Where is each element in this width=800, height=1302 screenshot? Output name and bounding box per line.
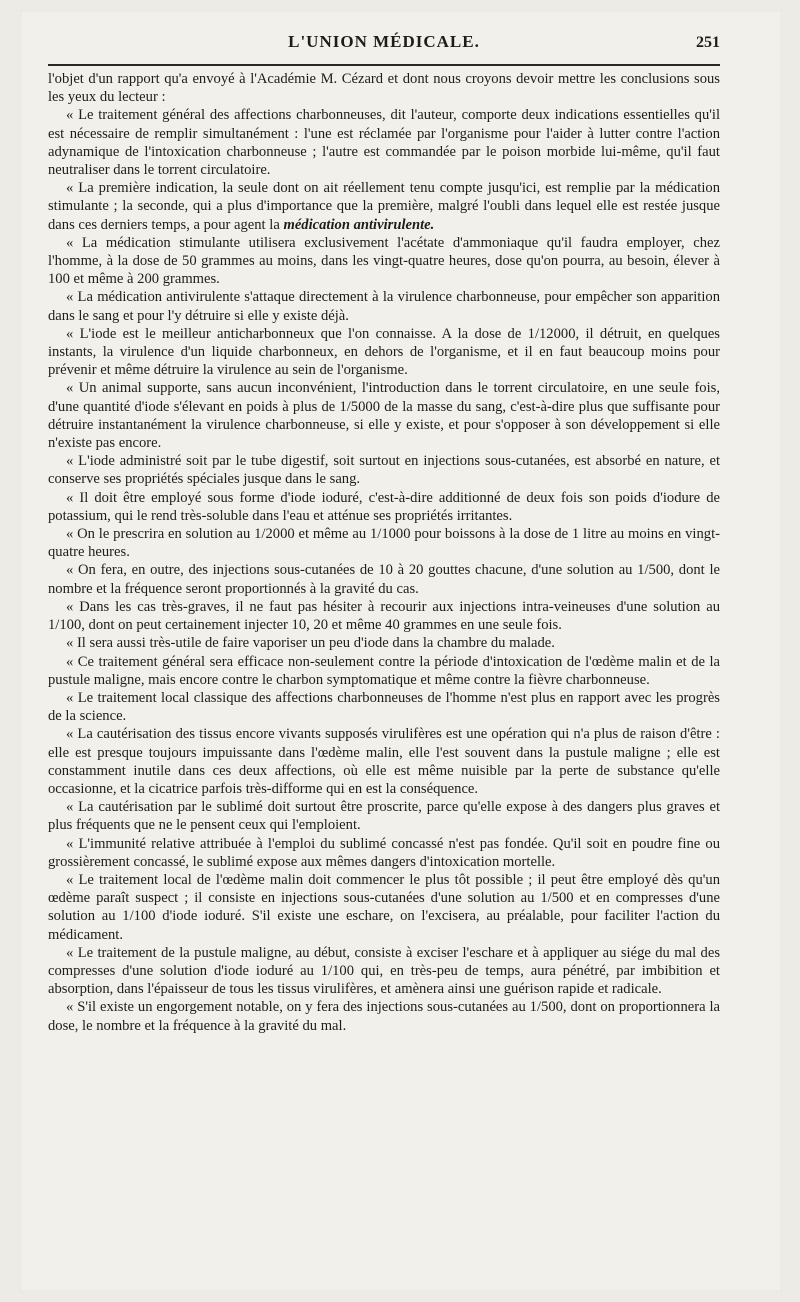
running-header: [48, 32, 720, 58]
paragraph: « L'iode administré soit par le tube digestif, soit surtout en injections sous-cutanées, est absorbé en nature, et conserve ses propriétés spéciales jusque dans le sang.: [48, 453, 720, 488]
paragraph: « Il sera aussi très-utile de faire vaporiser un peu d'iode dans la chambre du malade.: [66, 635, 555, 652]
paragraph: « Le traitement local de l'œdème malin doit commencer le plus tôt possible ; il peut être employé dès qu'un œdème paraît suspect ; il consiste en injections sous-cutanées d'une solution au 1/500 et en compresses d'une solution au 1/100 d'iode ioduré. S'il existe une eschare, on l'excisera, au préalable, pour faciliter l'action du médicament.: [48, 871, 720, 943]
paragraph: « Le traitement local classique des affections charbonneuses de l'homme n'est plus en rapport avec les progrès de la science.: [48, 689, 720, 725]
emphasized-term: médication antivirulente.: [283, 216, 435, 233]
paragraph: « S'il existe un engorgement notable, on y fera des injections sous-cutanées au 1/500, dont on proportionnera la dose, le nombre et la fréquence à la gravité du mal.: [48, 999, 720, 1034]
paragraph: [48, 179, 720, 234]
paragraph: « Dans les cas très-graves, il ne faut pas hésiter à recourir aux injections intra-veineuses d'une solution au 1/100, dont on peut certainement injecter 10, 20 et même 40 grammes en une seule fois.: [48, 598, 720, 634]
paragraph: « L'immunité relative attribuée à l'emploi du sublimé concassé n'est pas fondée. Qu'il soit en poudre fine ou grossièrement concassé, le sublimé expose aux mêmes dangers d'intoxication mortelle.: [48, 835, 720, 870]
paragraph: « La cautérisation par le sublimé doit surtout être proscrite, parce qu'elle expose à des dangers plus graves et plus fréquents que ne le pensent ceux qui l'emploient.: [48, 799, 720, 834]
running-title: L'UNION MÉDICALE.: [288, 32, 480, 51]
paragraph: « On le prescrira en solution au 1/2000 et même au 1/1000 pour boissons à la dose de 1 litre au moins en vingt-quatre heures.: [48, 526, 720, 561]
paragraph: « Ce traitement général sera efficace non-seulement contre la période d'intoxication de l'œdème malin et de la pustule maligne, mais encore contre le charbon symptomatique et même contre la fièvre charbonneuse.: [48, 653, 720, 688]
paragraph: « Un animal supporte, sans aucun inconvénient, l'introduction dans le torrent circulatoire, en une seule fois, d'une quantité d'iode s'élevant en poids à plus de 1/5000 de la masse du sang, c'est-à-dire plus que suffisante pour détruire instantanément la virulence charbonneuse, si elle y existe, et pour s'opposer à son développement si elle n'existe pas encore.: [48, 380, 720, 452]
paragraph: « La médication antivirulente s'attaque directement à la virulence charbonneuse, pour empêcher son apparition dans le sang et pour l'y détruire si elle y existe déjà.: [48, 289, 720, 324]
article-body: [48, 70, 720, 1035]
header-rule: [48, 64, 720, 66]
paragraph: « Le traitement général des affections charbonneuses, dit l'auteur, comporte deux indications essentielles qu'il est nécessaire de remplir simultanément : l'une est réclamée par l'organisme pour l'aider à lutter contre l'action adynamique de l'intoxication charbonneuse ; l'autre est commandée par le poison morbide lui-même, qu'il faut neutraliser dans le torrent circulatoire.: [48, 107, 720, 179]
paragraph: l'objet d'un rapport qu'a envoyé à l'Académie M. Cézard et dont nous croyons devoir mettre les conclusions sous les yeux du lecteur :: [48, 71, 720, 106]
paragraph: « La cautérisation des tissus encore vivants supposés virulifères est une opération qui n'a plus de raison d'être : elle est presque toujours impuissante dans l'œdème malin, elle l'est souvent dans la pustule maligne ; elle est constamment inutile dans ces deux affections, où elle est même nuisible par la perte de substance qu'elle occasionne, et la cicatrice parfois très-difforme qui en est la conséquence.: [48, 726, 720, 797]
paragraph: « L'iode est le meilleur anticharbonneux que l'on connaisse. A la dose de 1/12000, il détruit, en quelques instants, la virulence d'un liquide charbonneux, en dehors de l'organisme, et il en faut beaucoup moins pour prévenir et même détruire la virulence au sein de l'organisme.: [48, 325, 720, 379]
page-number: 251: [696, 34, 720, 51]
paragraph: « Il doit être employé sous forme d'iode ioduré, c'est-à-dire additionné de deux fois son poids d'iodure de potassium, qui le rend très-soluble dans l'eau et atténue ses propriétés irritantes.: [48, 489, 720, 524]
paragraph: « Le traitement de la pustule maligne, au début, consiste à exciser l'eschare et à appliquer au siége du mal des compresses d'une solution d'iode ioduré au 1/100 qui, en très-peu de temps, aura pénétré, par imbibition et absorption, dans l'épaisseur de tous les tissus virulifères, et amènera ainsi une guérison rapide et radicale.: [48, 944, 720, 998]
paragraph: « On fera, en outre, des injections sous-cutanées de 10 à 20 gouttes chacune, d'une solution au 1/500, dont le nombre et la fréquence seront proportionnés à la gravité du cas.: [48, 562, 720, 597]
paragraph: « La médication stimulante utilisera exclusivement l'acétate d'ammoniaque qu'il faudra employer, chez l'homme, à la dose de 50 grammes au moins, dans les vingt-quatre heures, dose qu'on pourra, au besoin, élever à 100 et même à 200 grammes.: [48, 234, 720, 288]
paragraph-text: « La première indication, la seule dont on ait réellement tenu compte jusqu'ici, est remplie par la médication stimulante ; la seconde, qui a plus d'importance que la première, malgré l'oubli dans lequel elle est restée jusque dans ces derniers temps, a pour agent la: [48, 180, 720, 233]
